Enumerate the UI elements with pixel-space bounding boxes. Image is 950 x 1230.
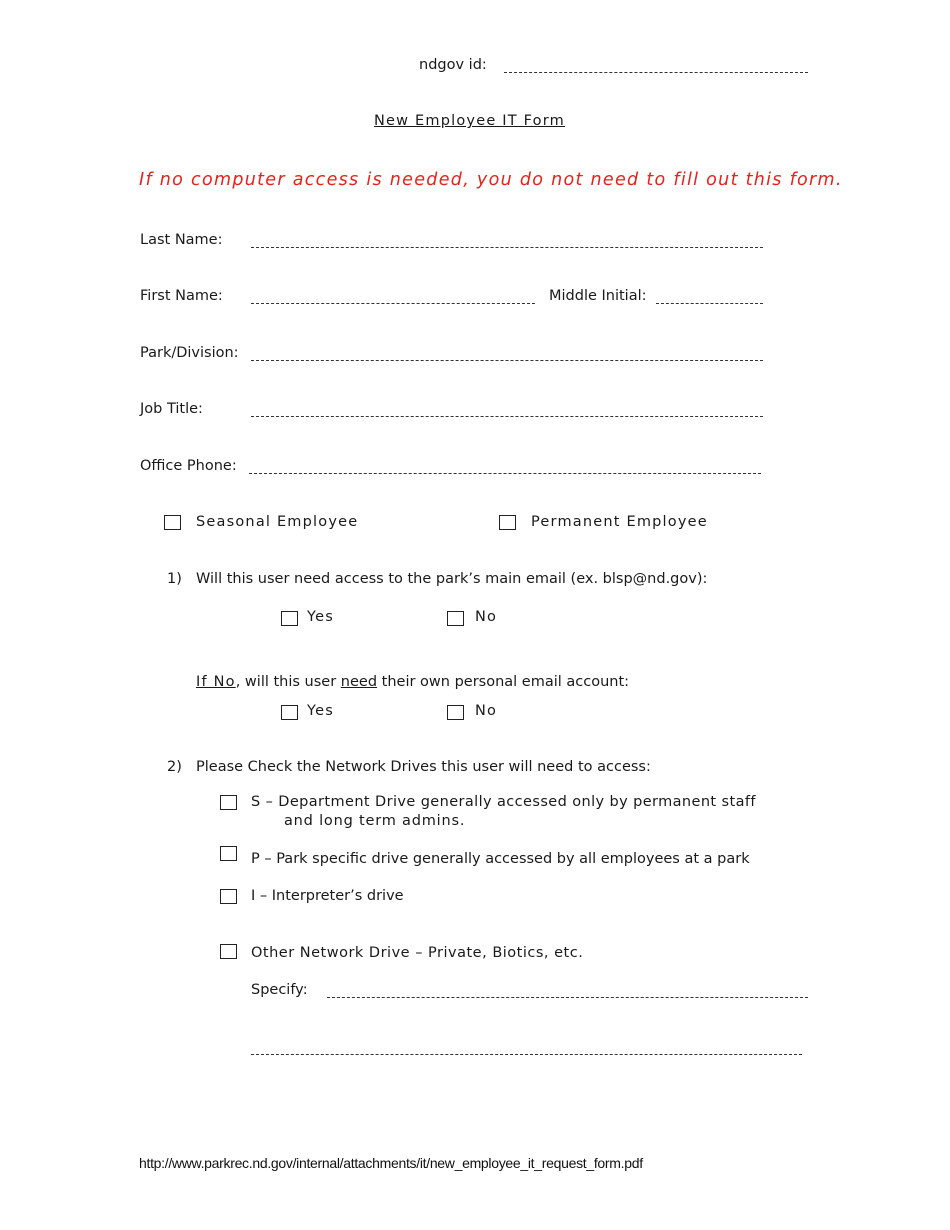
middle-initial-field[interactable] <box>656 303 763 304</box>
last-name-label: Last Name: <box>140 232 223 248</box>
seasonal-employee-checkbox[interactable] <box>164 515 181 530</box>
q1-followup-need: need <box>340 674 378 690</box>
office-phone-label: Office Phone: <box>140 458 237 474</box>
q1-no-label: No <box>475 609 498 625</box>
first-name-field[interactable] <box>251 303 535 304</box>
q1-no-checkbox[interactable] <box>447 611 464 626</box>
q1-followup-yes-checkbox[interactable] <box>281 705 298 720</box>
drive-i-label: I – Interpreter’s drive <box>251 888 404 904</box>
permanent-employee-label: Permanent Employee <box>531 514 708 530</box>
park-division-field[interactable] <box>251 360 763 361</box>
q1-followup-no-checkbox[interactable] <box>447 705 464 720</box>
first-name-label: First Name: <box>140 288 223 304</box>
drive-p-checkbox[interactable] <box>220 846 237 861</box>
q1-followup-mid: , will this user <box>235 674 341 690</box>
footer-url: http://www.parkrec.nd.gov/internal/attachments/it/new_employee_it_request_form.pdf <box>139 1155 643 1171</box>
q1-followup-text <box>196 674 629 690</box>
middle-initial-label: Middle Initial: <box>549 288 647 304</box>
notice-text: If no computer access is needed, you do not need to fill out this form. <box>139 170 843 190</box>
drive-other-checkbox[interactable] <box>220 944 237 959</box>
specify-label: Specify: <box>251 982 308 998</box>
q1-followup-if-no: If No <box>196 674 236 690</box>
drive-s-checkbox[interactable] <box>220 795 237 810</box>
specify-field-line2[interactable] <box>251 1054 802 1055</box>
permanent-employee-checkbox[interactable] <box>499 515 516 530</box>
q1-yes-checkbox[interactable] <box>281 611 298 626</box>
q1-followup-no-label: No <box>475 703 498 719</box>
ndgov-id-label: ndgov id: <box>419 57 487 73</box>
q1-followup-rest: their own personal email account: <box>377 674 630 690</box>
question-2-number: 2) <box>167 759 182 775</box>
question-2-text: Please Check the Network Drives this user will need to access: <box>196 759 651 775</box>
job-title-label: Job Title: <box>140 401 203 417</box>
drive-i-checkbox[interactable] <box>220 889 237 904</box>
q1-yes-label: Yes <box>307 609 335 625</box>
office-phone-field[interactable] <box>249 473 761 474</box>
question-1-number: 1) <box>167 571 182 587</box>
q1-followup-yes-label: Yes <box>307 703 335 719</box>
seasonal-employee-label: Seasonal Employee <box>196 514 359 530</box>
job-title-field[interactable] <box>251 416 763 417</box>
ndgov-id-field[interactable] <box>504 72 808 73</box>
park-division-label: Park/Division: <box>140 345 239 361</box>
drive-s-label-line2: and long term admins. <box>284 813 466 829</box>
last-name-field[interactable] <box>251 247 763 248</box>
drive-s-label-line1: S – Department Drive generally accessed only by permanent staff <box>251 794 756 810</box>
specify-field-line1[interactable] <box>327 997 808 998</box>
drive-p-label: P – Park specific drive generally accessed by all employees at a park <box>251 851 750 867</box>
question-1-text: Will this user need access to the park’s main email (ex. blsp@nd.gov): <box>196 571 708 587</box>
drive-other-label: Other Network Drive – Private, Biotics, etc. <box>251 945 584 961</box>
form-title: New Employee IT Form <box>374 113 565 129</box>
